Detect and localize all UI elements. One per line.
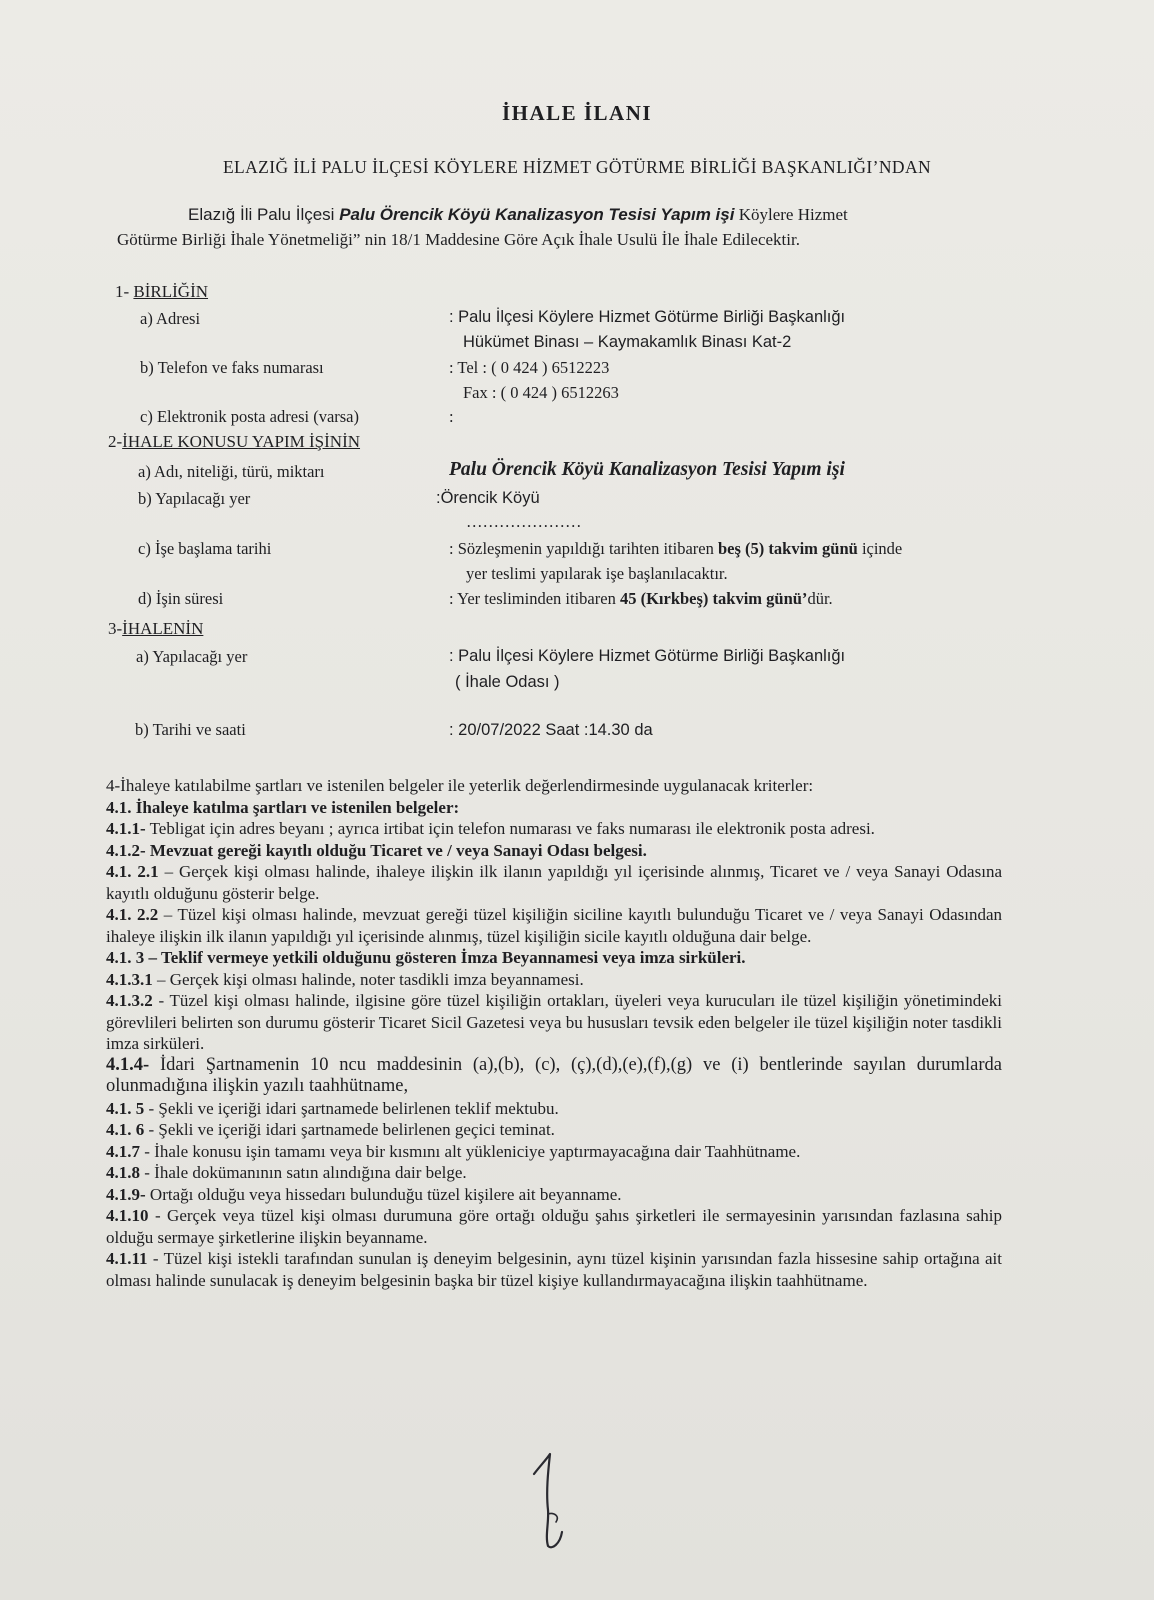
- duration-label: d) İşin süresi: [138, 589, 224, 608]
- item-text: - Gerçek veya tüzel kişi olması durumuna göre ortağı olduğu şahıs şirketleri ile sermayesinin yarısından fazlasına sahip olduğu sermaye şirketlerine ilişkin beyanname.: [106, 1206, 1002, 1247]
- item-4-1-2-2: [106, 904, 1002, 947]
- item-4-1-2-1: [106, 861, 1002, 904]
- item-text: - Şekli ve içeriği idari şartnamede belirlenen teklif mektubu.: [144, 1098, 559, 1118]
- item-4-1-1: [106, 818, 1002, 840]
- item-4-1-7: [106, 1141, 1002, 1163]
- issuer-heading: ELAZIĞ İLİ PALU İLÇESİ KÖYLERE HİZMET GÖTÜRME BİRLİĞİ BAŞKANLIĞI’NDAN: [222, 157, 932, 177]
- tender-date-label: b) Tarihi ve saati: [135, 720, 246, 739]
- item-4-1-11: [106, 1248, 1002, 1291]
- tel-value: : Tel : ( 0 424 ) 6512223: [449, 358, 610, 377]
- duration-tail: dür.: [807, 589, 833, 608]
- address-line-2: Hükümet Binası – Kaymakamlık Binası Kat-2: [463, 333, 792, 351]
- requirements-body: [106, 775, 1002, 1291]
- section2-title: İHALE KONUSU YAPIM İŞİNİN: [122, 432, 361, 451]
- section2-heading: [108, 432, 360, 452]
- item-4-1-4: [106, 1055, 1002, 1098]
- tender-place-line-2: ( İhale Odası ): [455, 673, 560, 691]
- item-number: 4.1.8: [106, 1163, 140, 1182]
- item-4-1-5: [106, 1098, 1002, 1120]
- item-4-1-3: 4.1. 3 – Teklif vermeye yetkili olduğunu gösteren İmza Beyannamesi veya imza sirküleri.: [106, 948, 746, 967]
- duration-text: : Yer tesliminden itibaren: [449, 589, 620, 608]
- item-text: – Gerçek kişi olması halinde, noter tasdikli imza beyannamesi.: [152, 969, 584, 989]
- fax-value: Fax : ( 0 424 ) 6512263: [463, 383, 619, 402]
- section1-title: BİRLİĞİN: [133, 282, 209, 301]
- intro-prefix: Elazığ İli Palu İlçesi: [188, 205, 340, 224]
- item-number: 4.1.7: [106, 1141, 140, 1161]
- item-number: 4.1. 2.2: [106, 905, 159, 924]
- duration-days: 45 (Kırkbeş) takvim günü’: [619, 589, 808, 608]
- email-label: c) Elektronik posta adresi (varsa): [140, 407, 359, 426]
- requirements-heading: 4.1. İhaleye katılma şartları ve istenilen belgeler:: [106, 797, 460, 817]
- section1-heading: [115, 282, 208, 302]
- start-date-label: c) İşe başlama tarihi: [138, 539, 272, 558]
- start-date-days: beş (5) takvim günü: [717, 539, 858, 558]
- intro-project-name: Palu Örencik Köyü Kanalizasyon Tesisi Yapım işi: [339, 205, 735, 224]
- work-place-label: b) Yapılacağı yer: [138, 489, 251, 508]
- item-4-1-3-2: [106, 990, 1002, 1055]
- item-text: – Gerçek kişi olması halinde, ihaleye ilişkin ilk ilanın yapıldığı yıl içerisinde alınmış, Ticaret ve / veya Sanayi Odasına kayıtlı olduğunu gösterir belge.: [106, 862, 1002, 903]
- item-number: 4.1.3.1: [106, 969, 153, 989]
- section1-number: 1-: [115, 282, 134, 301]
- item-text: - İhale dokümanının satın alındığına dair belge.: [140, 1163, 467, 1182]
- item-4-1-3-1: [106, 969, 1002, 991]
- tender-place-line-1: : Palu İlçesi Köylere Hizmet Götürme Birliği Başkanlığı: [449, 647, 846, 665]
- item-text: – Tüzel kişi olması halinde, mevzuat gereği tüzel kişiliğin siciline kayıtlı bulunduğu Ticaret ve / veya Sanayi Odasından ihaleye ilişkin ilk ilanın yapıldığı yıl içerisinde alınmış, tüzel kişiliğin sicile kayıtlı olduğuna dair belge.: [106, 905, 1002, 946]
- section3-title: İHALENİN: [122, 619, 204, 638]
- section2-number: 2-: [108, 432, 123, 451]
- item-text: Tebligat için adres beyanı ; ayrıca irtibat için telefon numarası ve faks numarası ile elektronik posta adresi.: [145, 819, 875, 838]
- item-number: 4.1. 5: [106, 1098, 145, 1118]
- item-text: - Tüzel kişi istekli tarafından sunulan iş deneyim belgesinin, aynı tüzel kişinin yarısından fazla hissesine sahip ortağına ait olması halinde sunulacak iş deneyim belgesinin başka bir tüzel kişiye kullandırmayacağına ilişkin taahhütname.: [106, 1249, 1002, 1290]
- start-date-tail: içinde: [857, 539, 903, 558]
- item-4-1-6: [106, 1119, 1002, 1141]
- section3-heading: [108, 619, 203, 639]
- item-number: 4.1.3.2: [106, 991, 153, 1010]
- intro-line-1: [188, 205, 848, 225]
- item-number: 4.1.11: [106, 1249, 148, 1268]
- duration-value: [449, 589, 833, 609]
- item-4-1-8: [106, 1162, 1002, 1184]
- address-label: a) Adresi: [140, 309, 201, 328]
- item-number: 4.1.1-: [106, 819, 146, 838]
- item-number: 4.1.10: [106, 1206, 149, 1225]
- item-number: 4.1. 6: [106, 1120, 145, 1139]
- item-number: 4.1.9-: [106, 1184, 146, 1204]
- work-place-value: :Örencik Köyü: [436, 489, 540, 507]
- dotted-line: …………………: [466, 512, 582, 531]
- intro-suffix: Köylere Hizmet: [734, 205, 848, 224]
- item-4-1-9: [106, 1184, 1002, 1206]
- start-date-value: [449, 539, 902, 559]
- item-text: - Şekli ve içeriği idari şartnamede belirlenen geçici teminat.: [144, 1120, 555, 1139]
- handwritten-page-mark: [526, 1452, 586, 1552]
- intro-line-2: Götürme Birliği İhale Yönetmeliği” nin 18/1 Maddesine Göre Açık İhale Usulü İle İhale Edilecektir.: [117, 230, 800, 249]
- email-value: :: [449, 407, 454, 426]
- item-number: 4.1.4-: [106, 1054, 150, 1075]
- start-date-text: : Sözleşmenin yapıldığı tarihten itibaren: [449, 539, 718, 558]
- tender-place-label: a) Yapılacağı yer: [136, 647, 248, 666]
- phone-label: b) Telefon ve faks numarası: [140, 358, 324, 377]
- item-text: - İhale konusu işin tamamı veya bir kısmını alt yükleniciye yaptırmayacağına dair Taahhütname.: [140, 1141, 801, 1161]
- item-text: İdari Şartnamenin 10 ncu maddesinin (a),(b), (c), (ç),(d),(e),(f),(g) ve (i) bentlerinde sayılan durumlarda olunmadığına ilişkin yazılı taahhütname,: [106, 1054, 1002, 1096]
- section3-number: 3-: [108, 619, 123, 638]
- item-text: Ortağı olduğu veya hissedarı bulunduğu tüzel kişilere ait beyanname.: [145, 1184, 622, 1204]
- item-4-1-10: [106, 1205, 1002, 1248]
- work-name-label: a) Adı, niteliği, türü, miktarı: [138, 462, 325, 481]
- item-number: 4.1. 2.1: [106, 862, 159, 881]
- address-line-1: : Palu İlçesi Köylere Hizmet Götürme Birliği Başkanlığı: [449, 308, 846, 326]
- item-text: - Tüzel kişi olması halinde, ilgisine göre tüzel kişiliğin ortakları, üyeleri veya kurucuları ile tüzel kişiliğin yönetimindeki görevlileri belirten son durumu gösterir Ticaret Sicil Gazetesi veya bu hususları tevsik eden belgeler ile tüzel kişiliğin noter tasdikli imza sirküleri.: [106, 991, 1002, 1053]
- document-title: İHALE İLANI: [501, 101, 653, 125]
- start-date-line2: yer teslimi yapılarak işe başlanılacaktır.: [466, 564, 728, 583]
- tender-date-value: : 20/07/2022 Saat :14.30 da: [449, 721, 653, 739]
- work-name-value: Palu Örencik Köyü Kanalizasyon Tesisi Yapım işi: [449, 459, 845, 480]
- item-4-1-2: 4.1.2- Mevzuat gereği kayıtlı olduğu Ticaret ve / veya Sanayi Odası belgesi.: [106, 840, 647, 860]
- criteria-heading: 4-İhaleye katılabilme şartları ve istenilen belgeler ile yeterlik değerlendirmesinde uygulanacak kriterler:: [106, 776, 814, 795]
